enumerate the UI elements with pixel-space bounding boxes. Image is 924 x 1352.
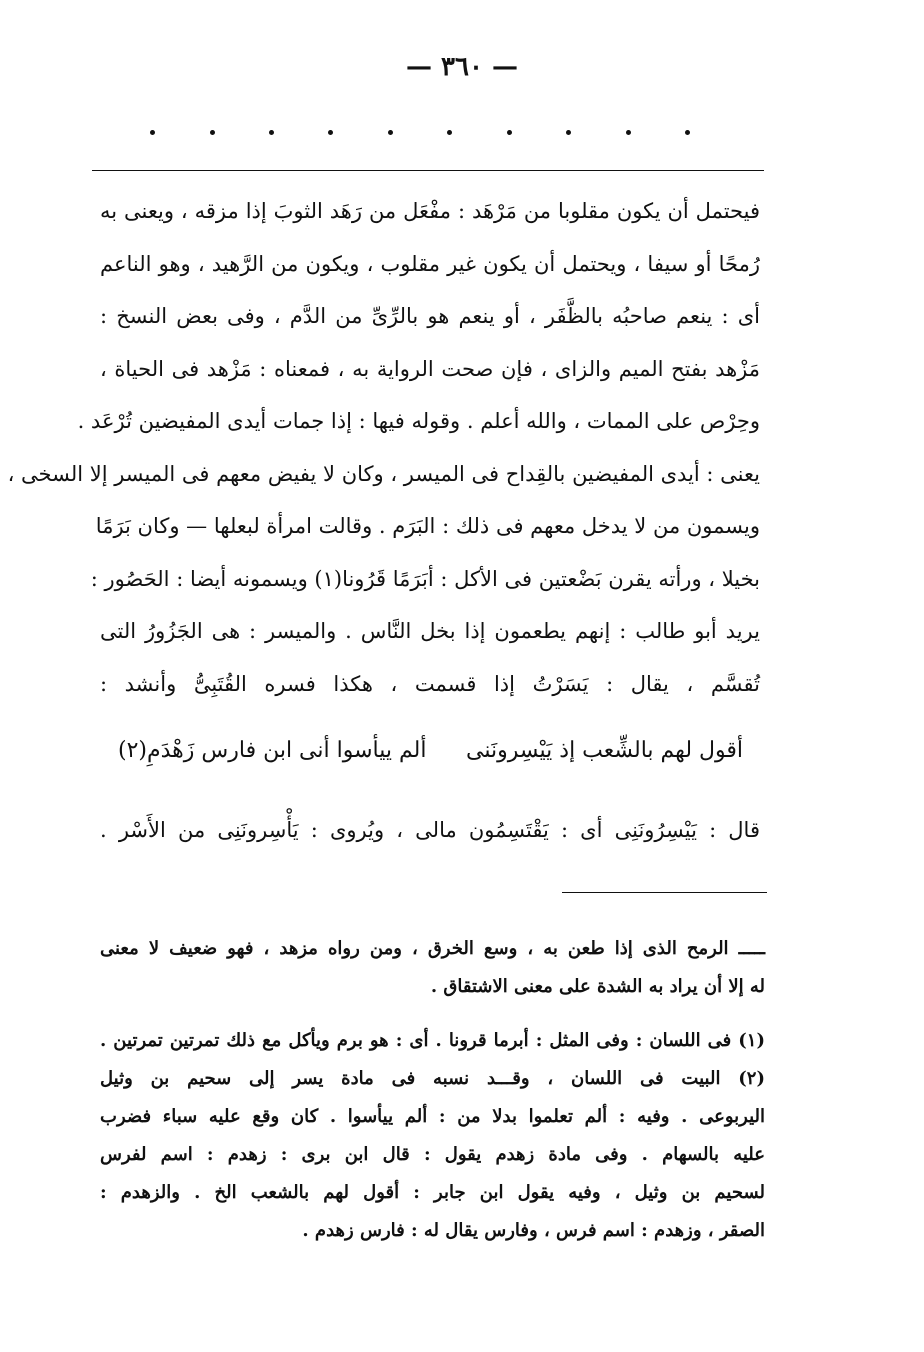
- text-line: وحِرْص على الممات ، والله أعلم . وقوله فيها : إذا جمات أيدى المفيضين تُرْعَد .: [77, 409, 760, 433]
- verse-hemistich-left: ألم ييأسوا أنى ابن فارس زَهْدَمِ(٢): [118, 738, 427, 763]
- text-line: رُمحًا أو سيفا ، ويحتمل أن يكون غير مقلوب ، ويكون من الرَّهيد ، وهو الناعم: [100, 251, 760, 276]
- text-line: تُقسَّم ، يقال : يَسَرْتُ إذا قسمت ، هكذا فسره القُتَبِىُّ وأنشد :: [100, 671, 760, 696]
- main-text: [7, 185, 760, 710]
- poem-verse: [118, 738, 743, 763]
- text-line: يريد أبو طالب : إنهم يطعمون إذا بخل النَّاس . والميسر : هى الجَزُورُ التى: [100, 619, 760, 643]
- footnotes: [100, 930, 765, 1250]
- ornament-dot: [447, 130, 452, 135]
- ornament-dot: [507, 130, 512, 135]
- text-line: فيحتمل أن يكون مقلوبا من مَرْهَد : مفْعَل من رَهَد الثوبَ إذا مزقه ، ويعنى به: [100, 199, 760, 223]
- ornament-dots: [150, 130, 690, 135]
- footnote-line: عليه بالسهام . وفى مادة زهدم يقول : قال ابن برى : زهدم : اسم لفرس: [100, 1144, 765, 1165]
- ornament-dot: [626, 130, 631, 135]
- ornament-dot: [269, 130, 274, 135]
- ornament-dot: [328, 130, 333, 135]
- text-line: بخيلا ، ورأته يقرن بَضْعتين فى الأكل : أبَرَمًا قَرُونا(١) ويسمونه أيضا : الحَصُور :: [90, 566, 760, 591]
- top-rule: [92, 170, 764, 171]
- footnote-rule: [562, 892, 767, 893]
- ornament-dot: [210, 130, 215, 135]
- footnote-line: الصقر ، وزهدم : اسم فرس ، وفارس يقال له : فارس زهدم .: [302, 1220, 765, 1241]
- ornament-dot: [685, 130, 690, 135]
- verse-hemistich-right: أقول لهم بالشِّعب إذ يَيْسِرونَنى: [466, 738, 743, 763]
- verse-explanation: قال : يَيْسِرُونَنِى أى : يَقْتَسِمُون مالى ، ويُروى : يَأْسِرونَنِى من الأَسْر .: [100, 818, 760, 842]
- footnote-line: ـــــ الرمح الذى إذا طعن به ، وسع الخرق ، ومن رواه مزهد ، فهو ضعيف لا معنى: [100, 938, 765, 959]
- footnote-1: (١) فى اللسان : وفى المثل : أبرما قرونا . أى : هو برم ويأكل مع ذلك تمرتين تمرتين .: [100, 1030, 765, 1051]
- ornament-dot: [566, 130, 571, 135]
- ornament-dot: [150, 130, 155, 135]
- footnote-line: اليربوعى . وفيه : ألم تعلموا بدلا من : ألم ييأسوا . كان وقع عليه سباء فضرب: [100, 1106, 765, 1127]
- footnote-line: له إلا أن يراد به الشدة على معنى الاشتقاق .: [430, 976, 765, 997]
- text-line: مَزْهد بفتح الميم والزاى ، فإن صحت الرواية به ، فمعناه : مَزْهد فى الحياة ،: [100, 356, 760, 381]
- footnote-2: (٢) البيت فى اللسان ، وقـــد نسبه فى مادة يسر إلى سحيم بن وثيل: [100, 1068, 765, 1089]
- text-line: أى : ينعم صاحبُه بالظَّفَر ، أو ينعم هو بالرِّىِّ من الدَّم ، وفى بعض النسخ :: [100, 304, 760, 328]
- ornament-dot: [388, 130, 393, 135]
- text-line: ويسمون من لا يدخل معهم فى ذلك : البَرَم . وقالت امرأة لبعلها — وكان بَرَمًا: [95, 514, 760, 538]
- text-line: يعنى : أيدى المفيضين بالقِداح فى الميسر ، وكان لا يفيض معهم فى الميسر إلا السخى ،: [7, 461, 760, 486]
- footnote-line: لسحيم بن وثيل ، وفيه يقول ابن جابر : أقول لهم بالشعب الخ . والزهدم :: [100, 1182, 765, 1203]
- page-number: — ٣٦٠ —: [405, 52, 519, 82]
